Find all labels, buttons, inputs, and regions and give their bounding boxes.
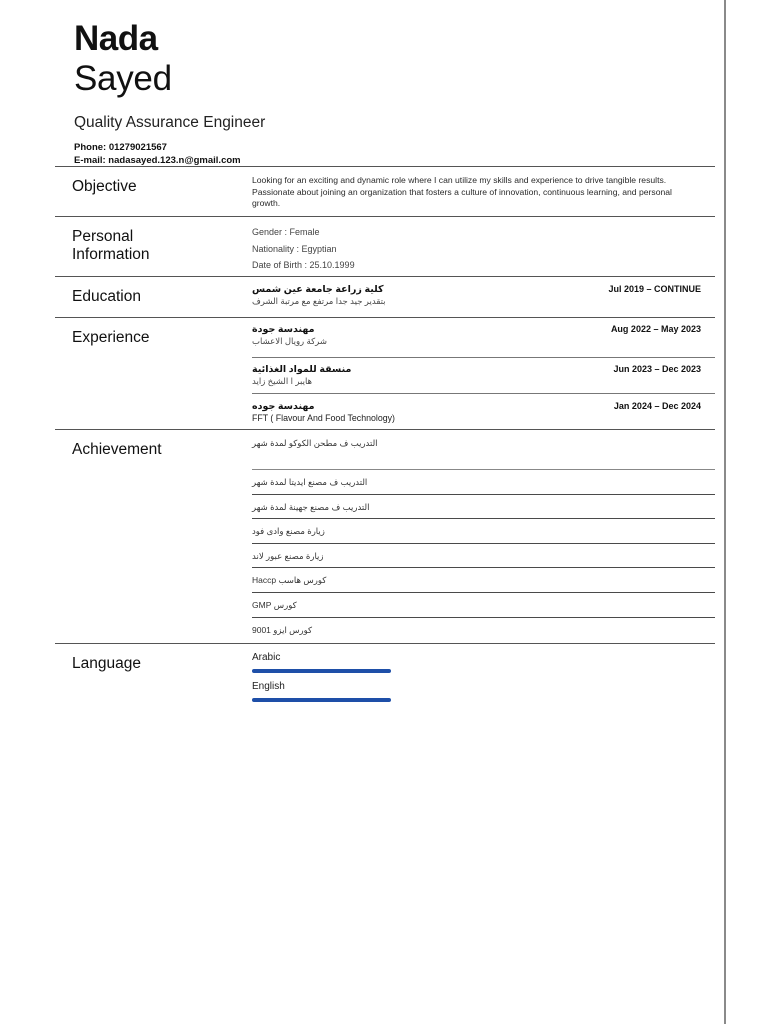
gender: Gender : Female xyxy=(252,227,320,237)
achievement-item: زيارة مصنع عبور لاند xyxy=(252,544,715,569)
experience-role: مهندسة جودة xyxy=(252,324,315,335)
first-name: Nada xyxy=(74,19,158,58)
language-section xyxy=(55,643,715,713)
language-name: Arabic xyxy=(252,652,281,663)
achievement-heading: Achievement xyxy=(72,441,162,458)
objective-heading: Objective xyxy=(72,178,137,195)
nationality: Nationality : Egyptian xyxy=(252,243,337,254)
personal-info-heading xyxy=(72,228,150,264)
language-level-bar xyxy=(252,669,391,673)
experience-heading: Experience xyxy=(72,329,150,346)
achievement-list xyxy=(252,430,715,642)
language-item xyxy=(252,680,715,702)
experience-item xyxy=(252,358,715,394)
education-heading: Education xyxy=(72,288,141,305)
achievement-item: زيارة مصنع وادى فود xyxy=(252,519,715,544)
language-list xyxy=(252,651,715,709)
education-section xyxy=(55,276,715,317)
email-address: E-mail: nadasayed.123.n@gmail.com xyxy=(74,154,241,166)
education-school: كلية زراعة جامعة عين شمس xyxy=(252,284,384,295)
experience-item xyxy=(252,394,715,430)
language-heading: Language xyxy=(72,655,141,672)
experience-company: هايبر ا الشيخ زايد xyxy=(252,376,313,386)
achievement-section xyxy=(55,429,715,643)
achievement-item: التدريب ف مصنع جهينة لمدة شهر xyxy=(252,495,715,520)
personal-heading-line2: Information xyxy=(72,246,150,263)
personal-heading-line1: Personal xyxy=(72,228,134,245)
experience-company: FFT ( Flavour And Food Technology) xyxy=(252,413,395,423)
date-of-birth: Date of Birth : 25.10.1999 xyxy=(252,260,355,270)
experience-list xyxy=(252,318,715,430)
contact-info xyxy=(74,142,265,167)
personal-info-section xyxy=(55,216,715,276)
language-level-bar xyxy=(252,698,391,702)
experience-role: مهندسة جوده xyxy=(252,401,315,412)
achievement-item: التدريب ف مطحن الكوكو لمدة شهر xyxy=(252,430,715,470)
achievement-item: كورس هاسب Haccp xyxy=(252,568,715,593)
language-name: English xyxy=(252,681,285,692)
experience-item xyxy=(252,318,715,358)
achievement-item: التدريب ف مصنع ايديتا لمدة شهر xyxy=(252,470,715,495)
education-date: Jul 2019 – CONTINUE xyxy=(608,284,701,294)
objective-section xyxy=(55,166,715,216)
experience-date: Aug 2022 – May 2023 xyxy=(610,324,701,334)
last-name: Sayed xyxy=(74,59,172,98)
experience-date: Jan 2024 – Dec 2024 xyxy=(613,401,701,411)
experience-date: Jun 2023 – Dec 2023 xyxy=(613,364,701,374)
education-entry xyxy=(252,284,715,307)
resume-header xyxy=(74,20,265,167)
experience-company: شركة رويال الاعشاب xyxy=(252,336,327,346)
achievement-item: كورس GMP xyxy=(252,593,715,618)
objective-text: Looking for an exciting and dynamic role where I can utilize my skills and experience to drive tangible results. Passionate about joining an organization that fosters a culture of innovation, continuous learning, and personal growth. xyxy=(252,175,672,208)
achievement-item: كورس ايزو 9001 xyxy=(252,624,313,635)
language-item xyxy=(252,651,715,673)
page-gutter xyxy=(726,0,768,1024)
experience-role: منسقة للمواد الغذائية xyxy=(252,364,352,375)
phone-number: Phone: 01279021567 xyxy=(74,142,167,153)
experience-section xyxy=(55,317,715,429)
education-grade: بتقدير جيد جدا مرتفع مع مرتبة الشرف xyxy=(252,296,386,306)
personal-info-body xyxy=(252,224,715,274)
job-title: Quality Assurance Engineer xyxy=(74,114,266,131)
